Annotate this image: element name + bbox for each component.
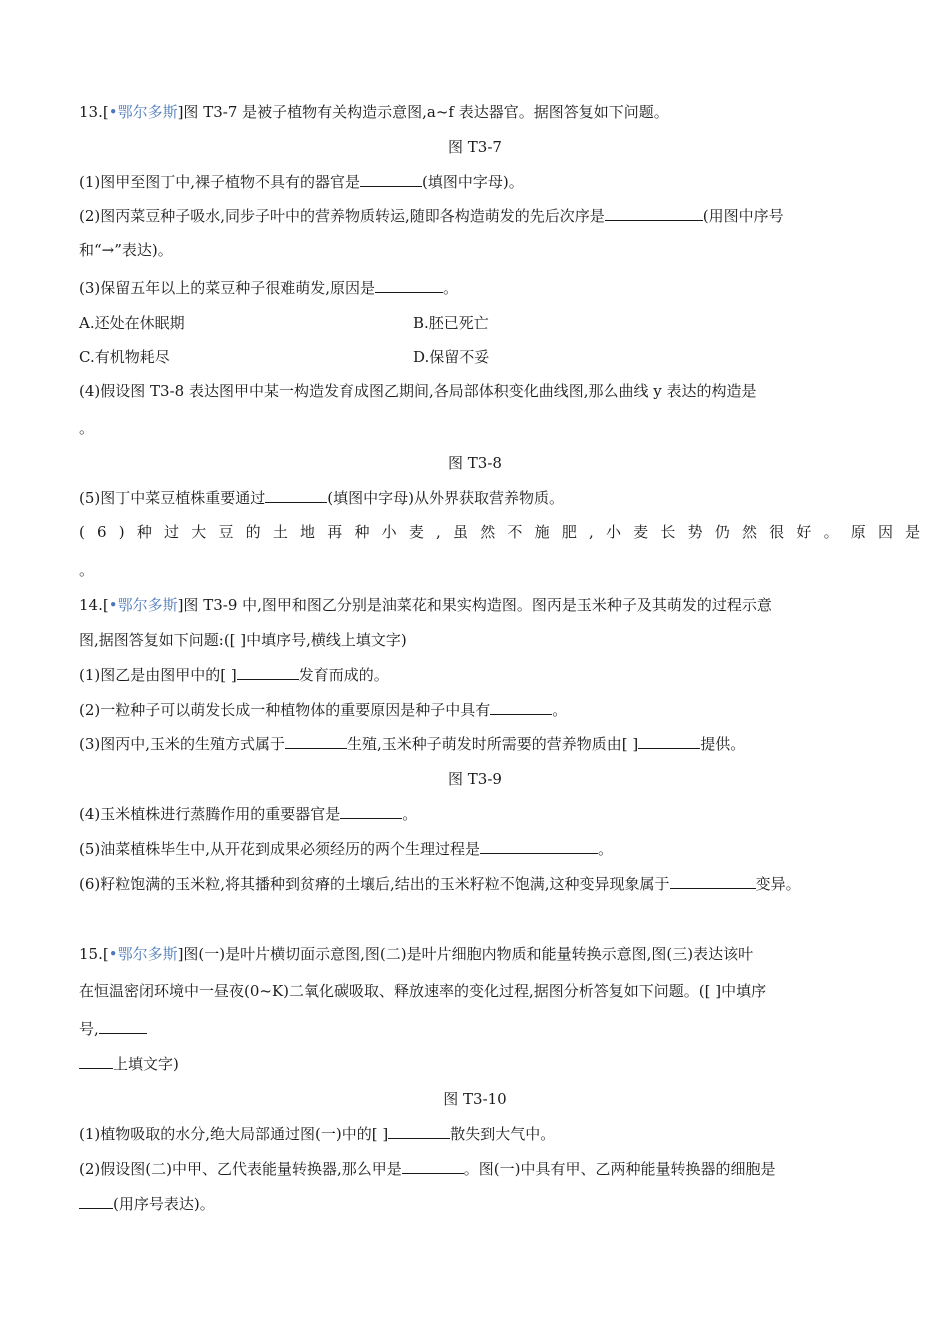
answer-blank[interactable]	[388, 1124, 450, 1139]
answer-blank[interactable]	[490, 700, 552, 715]
q15-sub2-cont-text: (用序号表达)。	[113, 1195, 215, 1213]
q15-sub2-text: (2)假设图(二)中甲、乙代表能量转换器,那么甲是	[79, 1160, 402, 1178]
q14-sub2-text: (2)一粒种子可以萌发长成一种植物体的重要原因是种子中具有	[79, 701, 491, 719]
q13-number: 13.[	[79, 103, 109, 121]
q15-sub1-text: (1)植物吸取的水分,绝大局部通过图(一)中的[ ]	[79, 1125, 389, 1143]
q14-sub6-text: (6)籽粒饱满的玉米粒,将其播种到贫瘠的土壤后,结出的玉米籽粒不饱满,这种变异现象属于	[79, 875, 670, 893]
answer-blank[interactable]	[79, 1054, 113, 1069]
q14-sub3-text-mid: 生殖,玉米种子萌发时所需要的营养物质由[ ]	[347, 735, 639, 753]
q13-options-row2	[79, 347, 869, 367]
q13-source: •鄂尔多斯	[108, 103, 178, 121]
q14-sub4	[79, 804, 417, 824]
q13-sub2	[79, 206, 784, 226]
answer-blank[interactable]	[670, 874, 756, 889]
answer-blank[interactable]	[402, 1159, 464, 1174]
q13-sub4-end: 。	[79, 419, 95, 437]
q13-sub6: (6)种过大豆的土地再种小麦,虽然不施肥,小麦长势仍然很好。原因是	[79, 523, 933, 541]
q14-number: 14.[	[79, 596, 109, 614]
answer-blank[interactable]	[79, 1194, 113, 1209]
q14-header-line2: 图,据图答复如下问题:([ ]中填序号,横线上填文字)	[79, 631, 407, 649]
answer-blank[interactable]	[265, 488, 327, 503]
q14-source: •鄂尔多斯	[108, 596, 178, 614]
q15-sub1-text-end: 散失到大气中。	[450, 1125, 556, 1143]
q14-sub3-text-end: 提供。	[700, 735, 746, 753]
q15-header-line4	[79, 1054, 179, 1074]
q15-line4-text: 上填文字)	[113, 1055, 179, 1073]
q15-number: 15.[	[79, 945, 109, 963]
q13-sub4: (4)假设图 T3-8 表达图甲中某一构造发育成图乙期间,各局部体积变化曲线图,那么曲线 y 表达的构造是	[79, 382, 757, 400]
q14-sub6-text-end: 变异。	[755, 875, 801, 893]
answer-blank[interactable]	[237, 665, 299, 680]
option-d: D.保留不妥	[413, 348, 490, 366]
option-b: B.胚已死亡	[413, 314, 489, 332]
q13-sub1-text-end: (填图中字母)。	[422, 173, 524, 191]
q14-sub3-text: (3)图丙中,玉米的生殖方式属于	[79, 735, 286, 753]
q14-header	[79, 595, 772, 615]
q14-sub5-text-end: 。	[598, 840, 614, 858]
q15-header	[79, 944, 753, 964]
q13-sub2-cont: 和“→”表达)。	[79, 241, 173, 259]
q14-sub5-text: (5)油菜植株毕生中,从开花到成果必须经历的两个生理过程是	[79, 840, 481, 858]
figure-caption-t3-9: 图 T3-9	[448, 770, 502, 788]
q14-sub4-text-end: 。	[402, 805, 418, 823]
q14-text: ]图 T3-9 中,图甲和图乙分别是油菜花和果实构造图。图丙是玉米种子及其萌发的过程示意	[177, 596, 772, 614]
q15-text: ]图(一)是叶片横切面示意图,图(二)是叶片细胞内物质和能量转换示意图,图(三)表达该叶	[177, 945, 754, 963]
q15-header-line3	[79, 1019, 147, 1039]
answer-blank[interactable]	[340, 804, 402, 819]
q15-sub1	[79, 1124, 555, 1144]
q13-sub5	[79, 488, 564, 508]
q13-sub5-text-end: (填图中字母)从外界获取营养物质。	[327, 489, 564, 507]
q14-sub3	[79, 734, 745, 754]
q15-header-line2: 在恒温密闭环境中一昼夜(0~K)二氧化碳吸取、释放速率的变化过程,据图分析答复如下问题。([ ]中填序	[79, 982, 767, 1000]
q13-sub3	[79, 278, 458, 298]
q13-text: ]图 T3-7 是被子植物有关构造示意图,a~f 表达器官。据图答复如下问题。	[177, 103, 669, 121]
q14-sub4-text: (4)玉米植株进行蒸腾作用的重要器官是	[79, 805, 341, 823]
q13-sub6-end: 。	[79, 561, 95, 579]
q15-sub2	[79, 1159, 775, 1179]
q14-sub6	[79, 874, 801, 894]
answer-blank[interactable]	[285, 734, 347, 749]
q14-sub2-text-end: 。	[552, 701, 568, 719]
answer-blank[interactable]	[605, 206, 703, 221]
q13-options-row1	[79, 313, 869, 333]
answer-blank[interactable]	[360, 172, 422, 187]
q13-sub5-text: (5)图丁中菜豆植株重要通过	[79, 489, 266, 507]
q13-sub3-text-end: 。	[443, 279, 459, 297]
q14-sub2	[79, 700, 567, 720]
figure-caption-t3-8: 图 T3-8	[448, 454, 502, 472]
q14-sub1-text: (1)图乙是由图甲中的[ ]	[79, 666, 237, 684]
q14-sub1-text-end: 发育而成的。	[298, 666, 389, 684]
q15-source: •鄂尔多斯	[108, 945, 178, 963]
figure-caption-t3-7: 图 T3-7	[448, 138, 502, 156]
figure-caption-t3-10: 图 T3-10	[443, 1090, 507, 1108]
q13-header	[79, 102, 669, 122]
q13-sub3-text: (3)保留五年以上的菜豆种子很难萌发,原因是	[79, 279, 376, 297]
q14-sub1	[79, 665, 389, 685]
answer-blank[interactable]	[99, 1019, 147, 1034]
q13-sub1-text: (1)图甲至图丁中,裸子植物不具有的器官是	[79, 173, 361, 191]
q13-sub2-text: (2)图丙菜豆种子吸水,同步子叶中的营养物质转运,随即各构造萌发的先后次序是	[79, 207, 605, 225]
answer-blank[interactable]	[375, 278, 443, 293]
q15-line3-text: 号,	[79, 1020, 99, 1038]
q14-sub5	[79, 839, 613, 859]
option-c: C.有机物耗尽	[79, 348, 170, 366]
q15-sub2-text-end: 。图(一)中具有甲、乙两种能量转换器的细胞是	[463, 1160, 776, 1178]
answer-blank[interactable]	[480, 839, 598, 854]
q13-sub2-text-end: (用图中序号	[702, 207, 784, 225]
q15-sub2-cont	[79, 1194, 215, 1214]
option-a: A.还处在休眠期	[79, 314, 185, 332]
q13-sub1	[79, 172, 524, 192]
answer-blank[interactable]	[638, 734, 700, 749]
